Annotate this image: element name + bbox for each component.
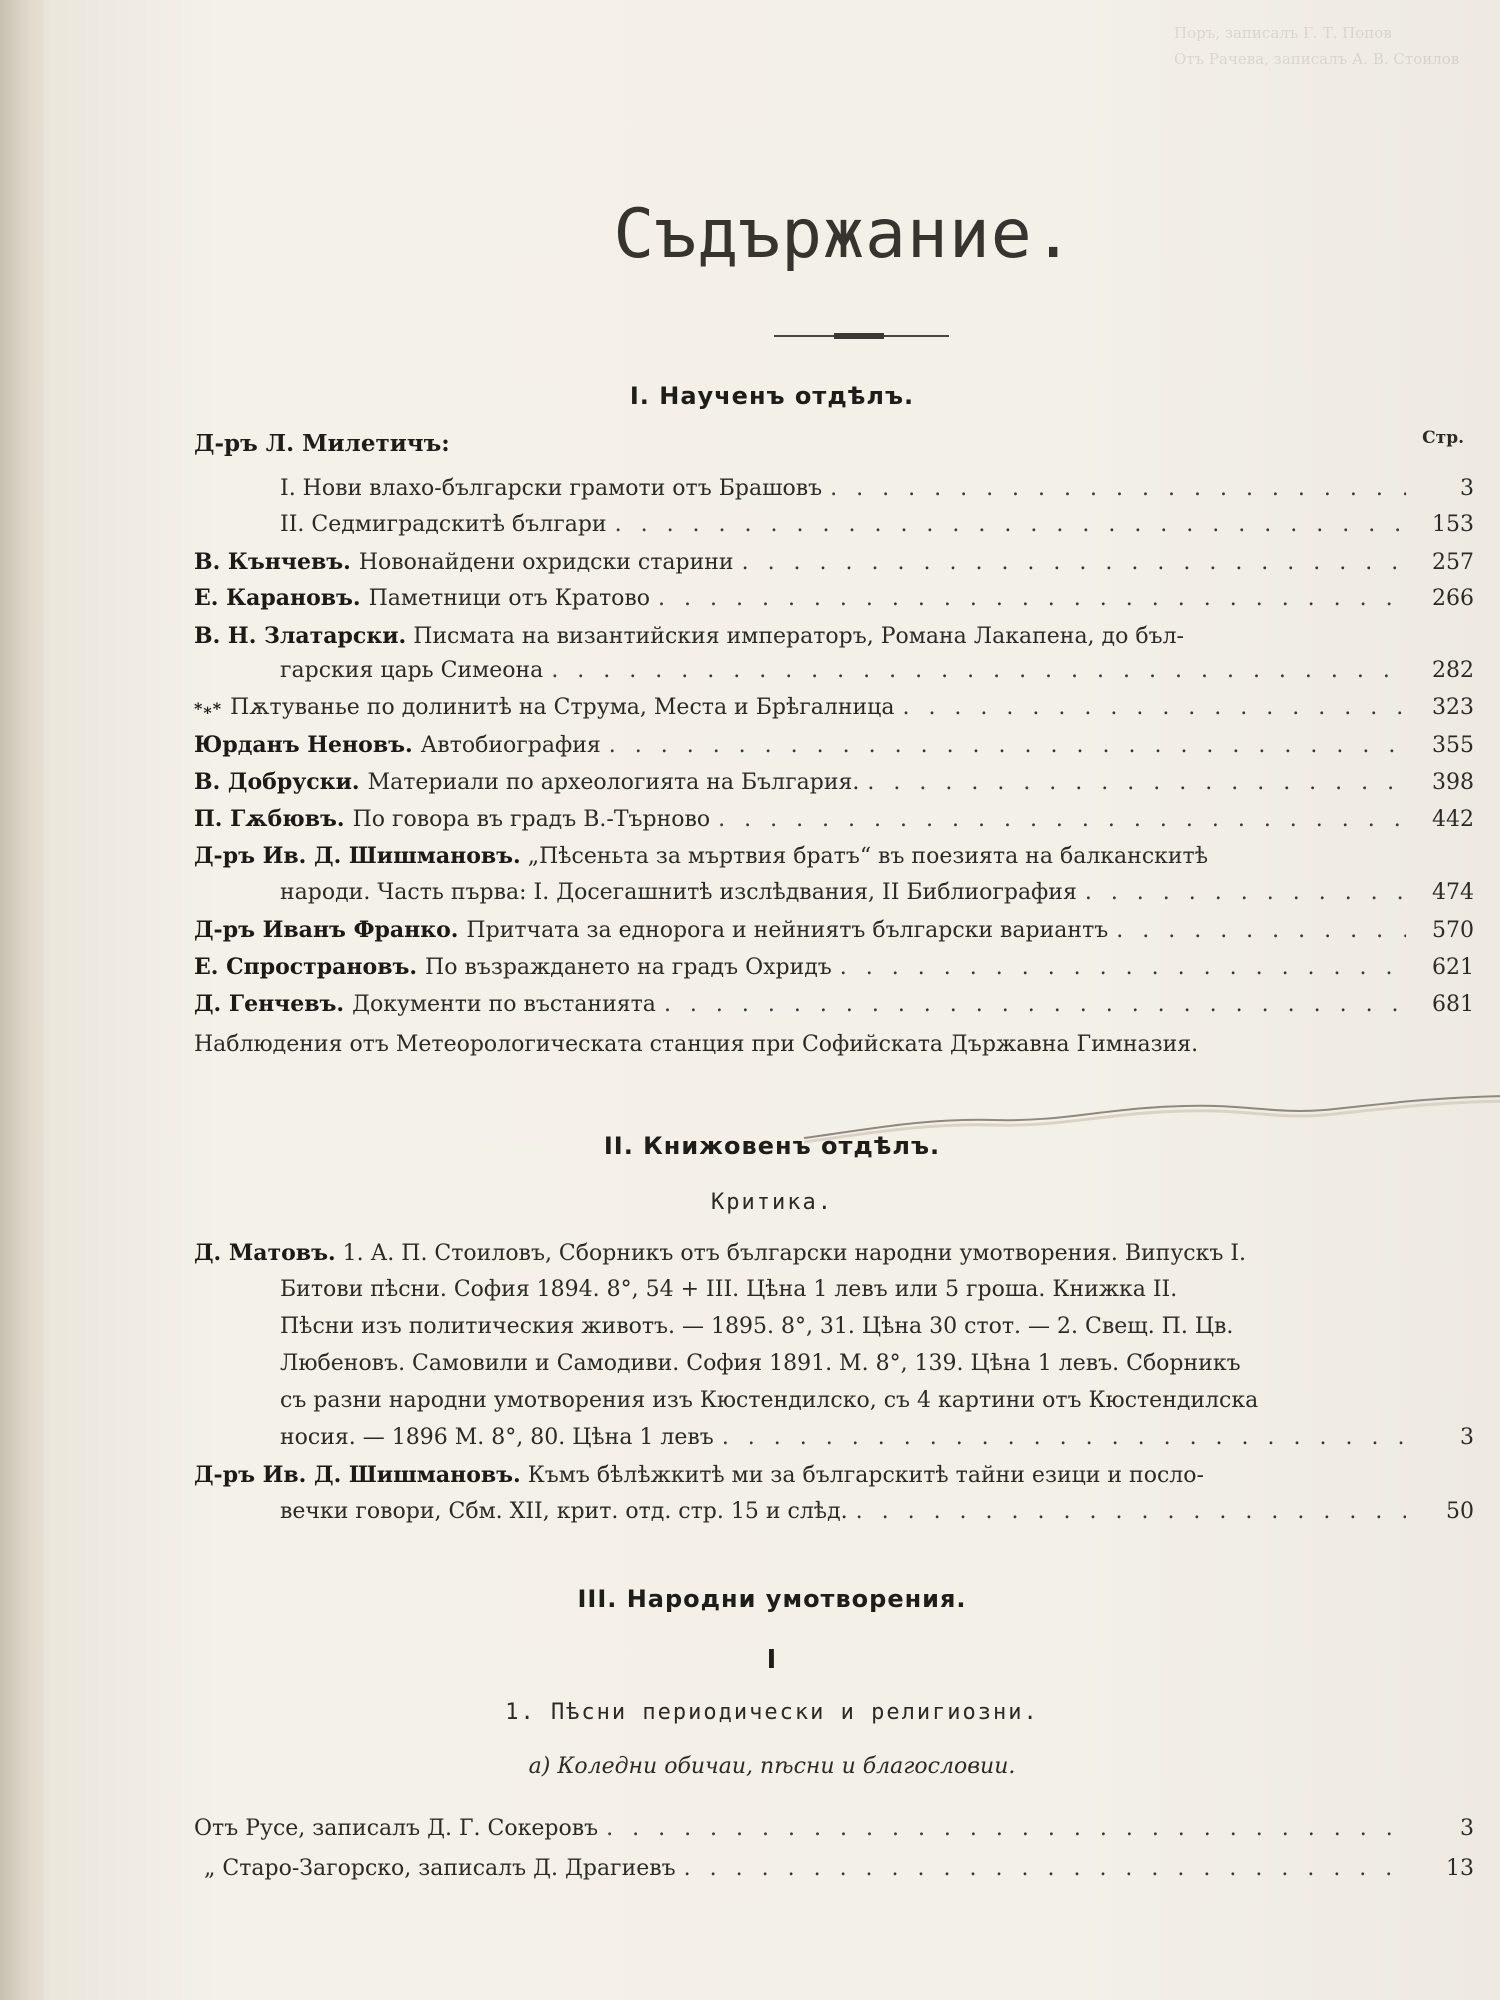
toc-entry [194, 991, 1474, 1017]
toc-entry [194, 806, 1474, 832]
leader-dots [902, 695, 1406, 720]
section-2-subheading: Критика. [711, 1190, 833, 1215]
leader-dots [742, 550, 1406, 575]
toc-entry [194, 954, 1474, 980]
leader-dots [856, 1499, 1406, 1524]
toc-entry [194, 1816, 1474, 1841]
entry-page: 3 [1460, 476, 1474, 501]
toc-entry [194, 695, 1474, 720]
section-2-heading: II. Книжовенъ отдѣлъ. [603, 1132, 941, 1160]
leader-dots [609, 733, 1406, 758]
toc-entry-line1 [194, 623, 1184, 649]
critique-line: съ разни народни умотворения изъ Кюстендилско, съ 4 картини отъ Кюстендилска [280, 1388, 1259, 1413]
entry-page: 266 [1432, 586, 1474, 611]
entry-title: II. Седмиградскитѣ българи [280, 512, 607, 537]
toc-entry [194, 769, 1474, 795]
entry-author: В. Н. Златарски. [194, 623, 407, 649]
entry-title: Материали по археологията на България. [367, 770, 860, 795]
entry-page: 3 [1460, 1425, 1474, 1450]
entry-page: 570 [1432, 918, 1474, 943]
entry-author: Д. Генчевъ. [194, 991, 345, 1017]
page [44, 0, 1500, 2000]
entry-title-cont: гарския царь Симеона [280, 658, 544, 683]
entry-title: Писмата на византийския императоръ, Романа Лакапена, до бъл- [413, 624, 1184, 649]
leader-dots [606, 1816, 1406, 1841]
section-3-italic-heading: а) Коледни обичаи, пѣсни и благословии. [528, 1754, 1016, 1779]
entry-title: Пѫтуванье по долинитѣ на Струма, Места и Брѣгалница [230, 695, 895, 720]
entry-title: Автобиография [420, 733, 601, 758]
toc-entry [194, 917, 1474, 943]
critique-author: Д-ръ Ив. Д. Шишмановъ. [194, 1462, 521, 1488]
entry-author: Д-ръ Ив. Д. Шишмановъ. [194, 843, 521, 869]
page-column-label: Стр. [1422, 428, 1464, 448]
critique-line: Пѣсни изъ политическия животъ. — 1895. 8°, 31. Цѣна 30 стот. — 2. Свещ. П. Цв. [280, 1314, 1234, 1339]
entry-page: 442 [1432, 807, 1474, 832]
entry-page: 323 [1432, 695, 1474, 720]
toc-entry [280, 512, 1474, 537]
toc-entry [280, 476, 1474, 501]
entry-title: По възраждането на градъ Охридъ [425, 955, 832, 980]
critique-author: Д. Матовъ. [194, 1240, 336, 1266]
entry-author: Е. Карановъ. [194, 585, 361, 611]
entry-author: П. Гѫбювъ. [194, 806, 345, 832]
entry-author: Е. Спространовъ. [194, 954, 418, 980]
meteo-line: Наблюдения отъ Метеорологическата станция при Софийската Държавна Гимназия. [194, 1032, 1199, 1057]
entry-title: I. Нови влахо-български грамоти отъ Брашовъ [280, 476, 823, 501]
entry-title-cont: народи. Часть първа: I. Досегашнитѣ изслѣдвания, II Библиография [280, 880, 1077, 905]
critique-line: Любеновъ. Самовили и Самодиви. София 1891. М. 8°, 139. Цѣна 1 левъ. Сборникъ [280, 1351, 1241, 1376]
leader-dots [684, 1856, 1406, 1881]
leader-dots [830, 476, 1406, 501]
entry-title: По говора въ градъ В.-Търново [352, 807, 711, 832]
leader-dots [867, 770, 1406, 795]
critique-last-line [280, 1499, 1474, 1524]
bleed-line: Поръ, записалъ Г. Т. Попов [1174, 24, 1392, 42]
leader-dots [551, 658, 1406, 683]
entry-page: 282 [1432, 658, 1474, 683]
toc-entry [194, 585, 1474, 611]
leader-dots [1085, 880, 1406, 905]
entry-title: „Пѣсеньта за мъртвия братъ“ въ поезията на балканскитѣ [527, 844, 1208, 869]
entry-page: 13 [1446, 1856, 1474, 1881]
miletich-author: Д-ръ Л. Милетичъ: [194, 430, 450, 457]
toc-entry [204, 1856, 1474, 1881]
toc-entry-line1 [194, 843, 1208, 869]
entry-title: „ Старо-Загорско, записалъ Д. Драгиевъ [204, 1856, 676, 1881]
leader-dots [840, 955, 1406, 980]
critique-text: носия. — 1896 М. 8°, 80. Цѣна 1 левъ [280, 1425, 714, 1450]
book-spine [0, 0, 45, 2000]
entry-page: 355 [1432, 733, 1474, 758]
leader-dots [615, 512, 1406, 537]
critique-line [194, 1462, 1204, 1488]
toc-entry [280, 880, 1474, 905]
bleed-line: Отъ Рачева, записалъ А. В. Стоилов [1174, 50, 1460, 68]
critique-text: Къмъ бѣлѣжкитѣ ми за българскитѣ тайни езици и посло- [527, 1463, 1204, 1488]
toc-entry [280, 658, 1474, 683]
entry-page: 153 [1432, 512, 1474, 537]
bleed-through-text [1174, 20, 1500, 140]
section-1-heading: I. Наученъ отдѣлъ. [629, 382, 915, 410]
entry-title: Новонайдени охридски старини [358, 550, 734, 575]
entry-author: Юрданъ Неновъ. [194, 732, 413, 758]
entry-title: Паметници отъ Кратово [368, 586, 651, 611]
critique-line: Битови пѣсни. София 1894. 8°, 54 + III. Цѣна 1 левъ или 5 гроша. Книжка II. [280, 1277, 1178, 1302]
entry-title: Притчата за еднорога и нейниятъ български вариантъ [466, 918, 1109, 943]
critique-line [194, 1240, 1246, 1266]
leader-dots [658, 586, 1406, 611]
entry-author: В. Добруски. [194, 769, 360, 795]
section-3-heading: III. Народни умотворения. [577, 1585, 967, 1613]
anonymous-author-mark: *⁎* [194, 699, 223, 718]
entry-title: Документи по въстанията [352, 992, 656, 1017]
leader-dots [664, 992, 1406, 1017]
entry-page: 398 [1432, 770, 1474, 795]
entry-title: Отъ Русе, записалъ Д. Г. Сокеровъ [194, 1816, 599, 1841]
critique-text: вечки говори, Сбм. XII, крит. отд. стр. 15 и слѣд. [280, 1499, 848, 1524]
entry-page: 474 [1432, 880, 1474, 905]
entry-page: 3 [1460, 1816, 1474, 1841]
critique-last-line [280, 1425, 1474, 1450]
leader-dots [722, 1425, 1406, 1450]
entry-author: В. Кънчевъ. [194, 549, 351, 575]
title-divider-ornament [834, 333, 884, 339]
section-3-subheading: 1. Пѣсни периодически и религиозни. [505, 1700, 1039, 1725]
entry-author: Д-ръ Иванъ Франко. [194, 917, 459, 943]
entry-page: 681 [1432, 992, 1474, 1017]
entry-page: 50 [1446, 1499, 1474, 1524]
page-title: Съдържание. [613, 195, 1075, 274]
leader-dots [718, 807, 1406, 832]
entry-page: 257 [1432, 550, 1474, 575]
critique-text: 1. А. П. Стоиловъ, Сборникъ отъ български народни умотворения. Випускъ I. [342, 1241, 1247, 1266]
leader-dots [1116, 918, 1406, 943]
toc-entry [194, 732, 1474, 758]
entry-page: 621 [1432, 955, 1474, 980]
section-3-part: I [766, 1645, 778, 1675]
toc-entry [194, 549, 1474, 575]
